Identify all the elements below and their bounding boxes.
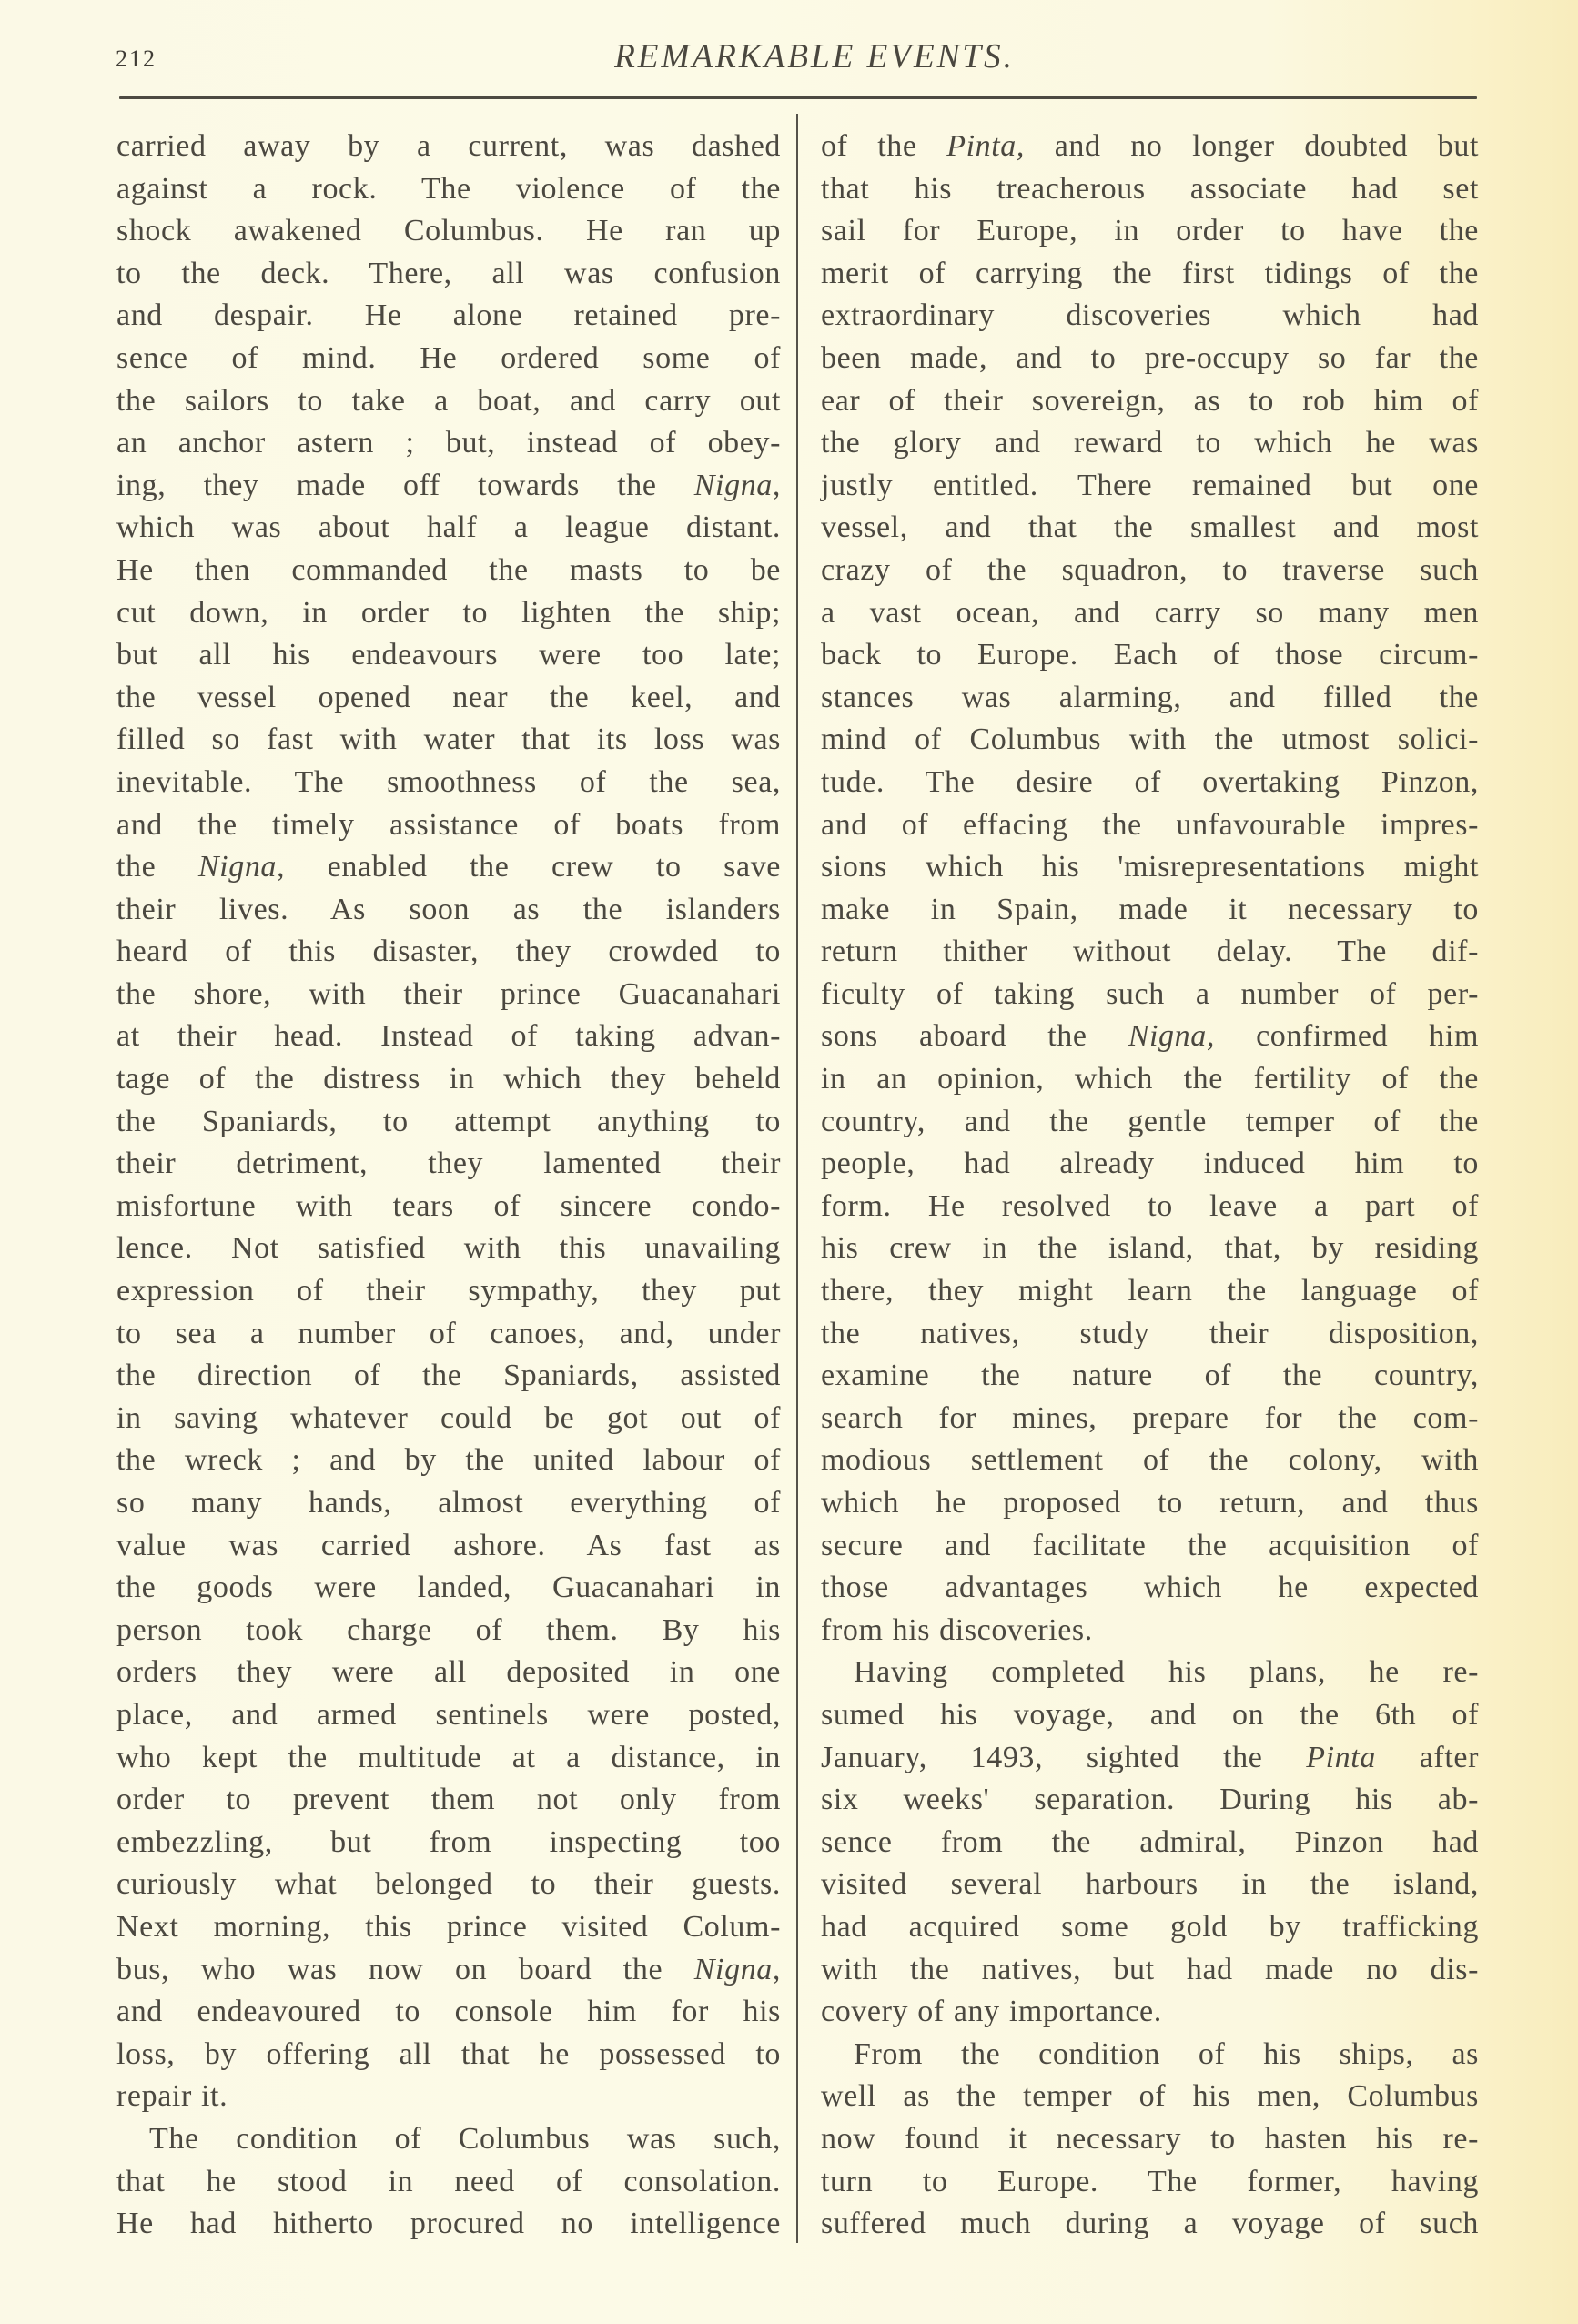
line-text: but all his endeavours were too late; xyxy=(116,638,781,672)
line-text: the Spaniards, to attempt anything to xyxy=(116,1104,781,1138)
line-text: return thither without delay. The dif- xyxy=(821,935,1479,969)
line-text xyxy=(116,850,781,884)
text-line xyxy=(821,1737,1479,1780)
text-line xyxy=(821,1270,1479,1313)
text-line xyxy=(821,2203,1479,2246)
line-text: secure and facilitate the acquisition of xyxy=(821,1528,1479,1562)
line-text: which was about half a league distant. xyxy=(116,510,781,545)
text-line xyxy=(821,1779,1479,1822)
line-text: tude. The desire of overtaking Pinzon, xyxy=(821,764,1479,799)
ship-name: Nigna, xyxy=(693,1952,781,1986)
line-text: who kept the multitude at a distance, in xyxy=(116,1740,781,1774)
line-text: well as the temper of his men, Columbus xyxy=(821,2079,1479,2114)
text-line xyxy=(821,168,1479,211)
line-text: loss, by offering all that he possessed to xyxy=(116,2036,781,2071)
line-text: and despair. He alone retained pre- xyxy=(116,298,781,333)
line-text: been made, and to pre-occupy so far the xyxy=(821,340,1479,375)
line-text: suffered much during a voyage of such xyxy=(821,2207,1479,2241)
text-line xyxy=(821,1101,1479,1144)
text-line xyxy=(116,1525,781,1568)
text-line xyxy=(821,1567,1479,1610)
text-line xyxy=(821,422,1479,465)
line-text: the direction of the Spaniards, assisted xyxy=(116,1359,781,1393)
text-line xyxy=(821,1525,1479,1568)
line-text: He then commanded the masts to be xyxy=(116,552,781,587)
text-line xyxy=(116,2161,781,2204)
line-text: sions which his 'misrepresentations might xyxy=(821,850,1479,884)
line-text: to the deck. There, all was confusion xyxy=(116,256,781,290)
line-text: those advantages which he expected xyxy=(821,1571,1479,1605)
text-line xyxy=(116,1228,781,1270)
column-divider xyxy=(796,114,798,2243)
text-line xyxy=(116,719,781,762)
text-line xyxy=(821,1652,1479,1694)
line-text: orders they were all deposited in one xyxy=(116,1655,781,1690)
text-line xyxy=(116,889,781,932)
line-text: He had hitherto procured no intelligence xyxy=(116,2207,781,2241)
line-text: people, had already induced him to xyxy=(821,1147,1479,1181)
line-text: curiously what belonged to their guests. xyxy=(116,1867,781,1902)
text-line xyxy=(821,592,1479,635)
text-line xyxy=(116,1270,781,1313)
line-text-post: confirmed him xyxy=(1214,1019,1480,1054)
text-line xyxy=(821,2076,1479,2118)
text-line xyxy=(116,1058,781,1101)
text-line xyxy=(821,1313,1479,1356)
line-text: repair it. xyxy=(116,2079,228,2114)
line-text: examine the nature of the country, xyxy=(821,1359,1479,1393)
text-line xyxy=(116,1779,781,1822)
line-text: order to prevent them not only from xyxy=(116,1783,781,1817)
text-line xyxy=(116,1737,781,1780)
line-text: place, and armed sentinels were posted, xyxy=(116,1697,781,1732)
text-line xyxy=(116,2034,781,2076)
text-line xyxy=(116,380,781,423)
text-line xyxy=(821,253,1479,296)
line-text: an anchor astern ; but, instead of obey- xyxy=(116,426,781,460)
text-line xyxy=(116,2203,781,2246)
text-line xyxy=(116,1186,781,1228)
text-line xyxy=(116,338,781,380)
line-text xyxy=(116,1953,781,1986)
text-line xyxy=(116,550,781,592)
ship-name: Pinta xyxy=(1306,1740,1376,1774)
line-text-post: and no longer doubted but xyxy=(1025,129,1479,163)
text-line xyxy=(116,677,781,720)
line-text: sence from the admiral, Pinzon had xyxy=(821,1824,1479,1859)
text-line xyxy=(116,1567,781,1610)
line-text: with the natives, but had made no dis- xyxy=(821,1952,1479,1986)
text-line xyxy=(116,168,781,211)
line-text: back to Europe. Each of those circum- xyxy=(821,638,1479,672)
line-text-pre: the xyxy=(116,850,198,884)
line-text xyxy=(821,1019,1479,1053)
line-text: the shore, with their prince Guacanahari xyxy=(116,976,781,1011)
line-text: merit of carrying the first tidings of the xyxy=(821,256,1479,290)
line-text: person took charge of them. By his xyxy=(116,1612,781,1647)
text-line xyxy=(116,1015,781,1058)
ship-name: Nigna, xyxy=(1128,1019,1215,1054)
line-text: value was carried ashore. As fast as xyxy=(116,1528,781,1562)
text-line xyxy=(821,804,1479,847)
line-text: misfortune with tears of sincere condo- xyxy=(116,1188,781,1223)
line-text: a vast ocean, and carry so many men xyxy=(821,595,1479,630)
text-line xyxy=(116,253,781,296)
line-text: the sailors to take a boat, and carry out xyxy=(116,383,781,418)
line-text: and of effacing the unfavourable impres- xyxy=(821,807,1479,842)
text-line xyxy=(116,2118,781,2161)
text-line xyxy=(116,1949,781,1992)
line-text: in an opinion, which the fertility of the xyxy=(821,1062,1479,1096)
line-text: so many hands, almost everything of xyxy=(116,1486,781,1520)
line-text: there, they might learn the language of xyxy=(821,1274,1479,1309)
line-text: which he proposed to return, and thus xyxy=(821,1486,1479,1520)
line-text-pre: January, 1493, sighted the xyxy=(821,1740,1307,1774)
text-line xyxy=(116,974,781,1016)
text-line xyxy=(116,762,781,804)
text-line xyxy=(821,295,1479,338)
text-line xyxy=(821,677,1479,720)
text-line xyxy=(821,1482,1479,1525)
text-line xyxy=(116,804,781,847)
text-line xyxy=(821,1991,1479,2034)
text-line xyxy=(116,1610,781,1652)
text-line xyxy=(116,1991,781,2034)
text-line xyxy=(116,1355,781,1398)
text-line xyxy=(116,1101,781,1144)
line-text: six weeks' separation. During his ab- xyxy=(821,1783,1479,1817)
line-text: the natives, study their disposition, xyxy=(821,1316,1479,1350)
line-text: country, and the gentle temper of the xyxy=(821,1104,1479,1138)
text-line xyxy=(821,1864,1479,1906)
text-line xyxy=(821,465,1479,508)
line-text: sence of mind. He ordered some of xyxy=(116,340,781,375)
line-text: stances was alarming, and filled the xyxy=(821,680,1479,714)
line-text: covery of any importance. xyxy=(821,1995,1162,2029)
line-text: the glory and reward to which he was xyxy=(821,426,1479,460)
line-text-pre: sons aboard the xyxy=(821,1019,1128,1054)
line-text: tage of the distress in which they beheld xyxy=(116,1062,781,1096)
text-line xyxy=(821,1228,1479,1270)
text-line xyxy=(821,1015,1479,1058)
line-text: Having completed his plans, he re- xyxy=(854,1655,1479,1690)
line-text: crazy of the squadron, to traverse such xyxy=(821,552,1479,587)
line-text: and the timely assistance of boats from xyxy=(116,807,781,842)
text-line xyxy=(821,889,1479,932)
text-line xyxy=(821,931,1479,974)
text-line xyxy=(821,719,1479,762)
line-text-post: enabled the crew to save xyxy=(285,850,781,884)
text-line xyxy=(116,846,781,889)
text-line xyxy=(116,1482,781,1525)
text-line xyxy=(821,974,1479,1016)
text-line xyxy=(821,2034,1479,2076)
line-text: in saving whatever could be got out of xyxy=(116,1400,781,1435)
line-text: Next morning, this prince visited Colum- xyxy=(116,1909,781,1944)
text-line xyxy=(116,1313,781,1356)
text-line xyxy=(116,422,781,465)
text-line xyxy=(821,1398,1479,1440)
text-line xyxy=(116,634,781,677)
line-text: extraordinary discoveries which had xyxy=(821,298,1479,333)
text-line xyxy=(821,507,1479,550)
line-text: had acquired some gold by trafficking xyxy=(821,1909,1479,1944)
line-text: heard of this disaster, they crowded to xyxy=(116,935,781,969)
text-line xyxy=(821,1355,1479,1398)
text-line xyxy=(116,592,781,635)
text-line xyxy=(821,846,1479,889)
text-line xyxy=(821,210,1479,253)
line-text: justly entitled. There remained but one xyxy=(821,468,1479,502)
line-text-pre: bus, who was now on board the xyxy=(116,1952,694,1986)
line-text: embezzling, but from inspecting too xyxy=(116,1824,781,1859)
text-line xyxy=(116,1398,781,1440)
text-line xyxy=(116,210,781,253)
text-line xyxy=(116,1822,781,1864)
line-text: lence. Not satisfied with this unavailing xyxy=(116,1231,781,1266)
line-text: ficulty of taking such a number of per- xyxy=(821,976,1479,1011)
line-text: their lives. As soon as the islanders xyxy=(116,892,781,926)
text-line xyxy=(821,2118,1479,2161)
line-text: expression of their sympathy, they put xyxy=(116,1274,781,1309)
line-text: sail for Europe, in order to have the xyxy=(821,214,1479,248)
text-line xyxy=(116,1694,781,1737)
text-line xyxy=(116,2076,781,2118)
running-title: REMARKABLE EVENTS. xyxy=(614,37,1015,76)
text-line xyxy=(116,1652,781,1694)
line-text: shock awakened Columbus. He ran up xyxy=(116,214,781,248)
text-line xyxy=(821,1440,1479,1482)
line-text: the goods were landed, Guacanahari in xyxy=(116,1571,781,1605)
line-text: against a rock. The violence of the xyxy=(116,171,781,206)
text-line xyxy=(821,1143,1479,1186)
line-text: his crew in the island, that, by residing xyxy=(821,1231,1479,1266)
line-text xyxy=(116,469,781,502)
text-line xyxy=(821,1058,1479,1101)
text-line xyxy=(821,1822,1479,1864)
line-text: turn to Europe. The former, having xyxy=(821,2164,1479,2198)
text-line xyxy=(821,380,1479,423)
line-text: make in Spain, made it necessary to xyxy=(821,892,1479,926)
line-text xyxy=(821,1741,1479,1774)
ship-name: Pinta, xyxy=(946,129,1026,163)
line-text: sumed his voyage, and on the 6th of xyxy=(821,1697,1479,1732)
line-text: their detriment, they lamented their xyxy=(116,1147,781,1181)
text-line xyxy=(116,295,781,338)
text-line xyxy=(821,634,1479,677)
text-line xyxy=(821,126,1479,168)
ship-name: Nigna, xyxy=(197,850,286,884)
text-line xyxy=(821,338,1479,380)
ship-name: Nigna, xyxy=(693,468,781,502)
line-text: form. He resolved to leave a part of xyxy=(821,1188,1479,1223)
text-line xyxy=(821,762,1479,804)
line-text: vessel, and that the smallest and most xyxy=(821,510,1479,545)
text-line xyxy=(821,1694,1479,1737)
text-line xyxy=(821,1949,1479,1992)
line-text: ear of their sovereign, as to rob him of xyxy=(821,383,1479,418)
line-text: the vessel opened near the keel, and xyxy=(116,680,781,714)
text-line xyxy=(116,465,781,508)
line-text-pre: ing, they made off towards the xyxy=(116,468,694,502)
line-text: the wreck ; and by the united labour of xyxy=(116,1443,781,1478)
line-text: filled so fast with water that its loss was xyxy=(116,722,781,757)
text-line xyxy=(116,1864,781,1906)
text-line xyxy=(116,126,781,168)
line-text: visited several harbours in the island, xyxy=(821,1867,1479,1902)
text-line xyxy=(821,2161,1479,2204)
line-text: search for mines, prepare for the com- xyxy=(821,1400,1479,1435)
line-text: at their head. Instead of taking advan- xyxy=(116,1019,781,1054)
line-text: modious settlement of the colony, with xyxy=(821,1443,1479,1478)
page-number: 212 xyxy=(116,45,157,72)
line-text: from his discoveries. xyxy=(821,1612,1093,1647)
line-text: From the condition of his ships, as xyxy=(854,2036,1479,2071)
line-text: carried away by a current, was dashed xyxy=(116,129,781,163)
line-text-post: after xyxy=(1375,1740,1480,1774)
line-text-pre: of the xyxy=(821,129,947,163)
text-line xyxy=(821,1186,1479,1228)
text-line xyxy=(116,1143,781,1186)
line-text: mind of Columbus with the utmost solici- xyxy=(821,722,1479,757)
line-text: that he stood in need of consolation. xyxy=(116,2164,781,2198)
header-rule xyxy=(119,96,1477,99)
line-text xyxy=(821,129,1479,163)
line-text: cut down, in order to lighten the ship; xyxy=(116,595,781,630)
text-line xyxy=(821,1906,1479,1949)
text-line xyxy=(116,1440,781,1482)
text-line xyxy=(116,507,781,550)
text-line xyxy=(116,931,781,974)
text-line xyxy=(821,550,1479,592)
text-line xyxy=(821,1610,1479,1652)
line-text: now found it necessary to hasten his re- xyxy=(821,2121,1479,2156)
line-text: to sea a number of canoes, and, under xyxy=(116,1316,781,1350)
line-text: inevitable. The smoothness of the sea, xyxy=(116,764,781,799)
right-column xyxy=(821,126,1479,2246)
line-text: The condition of Columbus was such, xyxy=(149,2121,781,2156)
line-text: and endeavoured to console him for his xyxy=(116,1995,781,2029)
line-text: that his treacherous associate had set xyxy=(821,171,1479,206)
text-line xyxy=(116,1906,781,1949)
left-column xyxy=(116,126,781,2246)
